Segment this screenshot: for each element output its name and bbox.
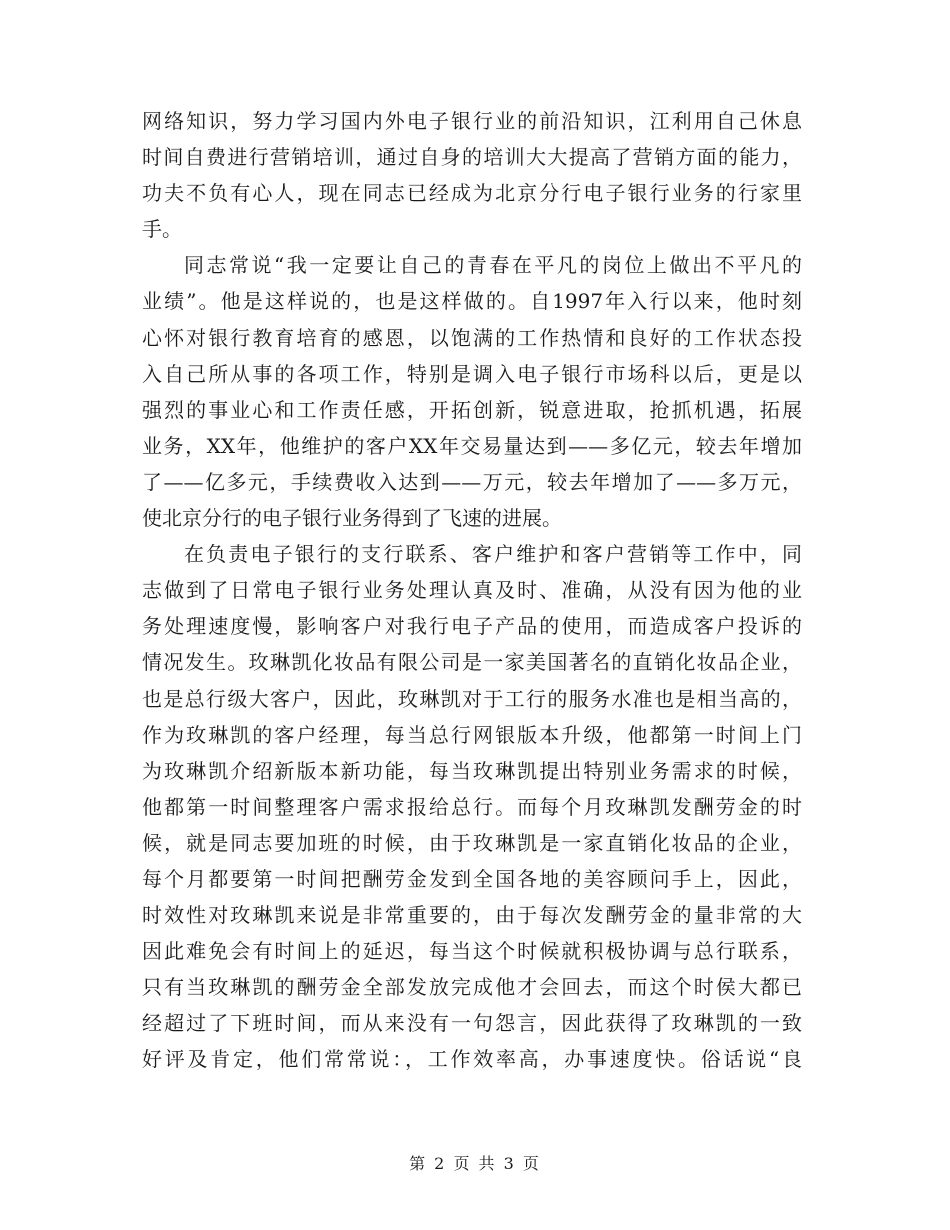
text-line: 好评及肯定，他们常常说：，工作效率高，办事速度快。俗话说“良 xyxy=(142,1047,802,1072)
text-line: 时间自费进行营销培训，通过自身的培训大大提高了营销方面的能力， xyxy=(142,145,802,170)
text-line: 因此难免会有时间上的延迟，每当这个时候就积极协调与总行联系， xyxy=(142,939,802,964)
text-line: 为玫琳凯介绍新版本新功能，每当玫琳凯提出特别业务需求的时候， xyxy=(142,758,802,783)
text-line: 时效性对玫琳凯来说是非常重要的，由于每次发酬劳金的量非常的大 xyxy=(142,903,802,928)
text-line: 业绩”。他是这样说的，也是这样做的。自1997年入行以来，他时刻 xyxy=(142,289,802,314)
text-line: 候，就是同志要加班的时候，由于玫琳凯是一家直销化妆品的企业， xyxy=(142,830,802,855)
body-text xyxy=(142,103,802,1078)
text-line: 网络知识，努力学习国内外电子银行业的前沿知识，江利用自己休息 xyxy=(142,109,802,133)
text-line: 了——亿多元，手续费收入达到——万元，较去年增加了——多万元， xyxy=(142,469,802,494)
text-line: 只有当玫琳凯的酬劳金全部发放完成他才会回去，而这个时侯大都已 xyxy=(142,975,802,1000)
text-line: 强烈的事业心和工作责任感，开拓创新，锐意进取，抢抓机遇，拓展 xyxy=(142,397,802,422)
text-line: 手。 xyxy=(142,217,182,242)
text-line: 他都第一时间整理客户需求报给总行。而每个月玫琳凯发酬劳金的时 xyxy=(142,794,802,819)
text-line: 经超过了下班时间，而从来没有一句怨言，因此获得了玫琳凯的一致 xyxy=(142,1011,802,1036)
text-line: 业务，XX年，他维护的客户XX年交易量达到——多亿元，较去年增加 xyxy=(142,433,802,458)
text-line: 入自己所从事的各项工作，特别是调入电子银行市场科以后，更是以 xyxy=(142,361,802,386)
text-line: 务处理速度慢，影响客户对我行电子产品的使用，而造成客户投诉的 xyxy=(142,614,802,639)
text-line: 每个月都要第一时间把酬劳金发到全国各地的美容顾问手上，因此， xyxy=(142,866,802,891)
text-line: 同志常说“我一定要让自己的青春在平凡的岗位上做出不平凡的 xyxy=(184,253,802,278)
text-line: 在负责电子银行的支行联系、客户维护和客户营销等工作中，同 xyxy=(184,542,802,567)
text-line: 使北京分行的电子银行业务得到了飞速的进展。 xyxy=(142,506,562,531)
page-footer xyxy=(0,1152,950,1176)
text-line: 心怀对银行教育培育的感恩，以饱满的工作热情和良好的工作状态投 xyxy=(142,325,802,350)
page-number: 第 2 页 共 3 页 xyxy=(409,1154,541,1173)
text-line: 也是总行级大客户，因此，玫琳凯对于工行的服务水准也是相当高的， xyxy=(142,686,802,711)
text-line: 志做到了日常电子银行业务处理认真及时、准确，从没有因为他的业 xyxy=(142,578,802,603)
text-line: 功夫不负有心人，现在同志已经成为北京分行电子银行业务的行家里 xyxy=(142,181,802,206)
text-line: 作为玫琳凯的客户经理，每当总行网银版本升级，他都第一时间上门 xyxy=(142,722,802,747)
text-line: 情况发生。玫琳凯化妆品有限公司是一家美国著名的直销化妆品企业， xyxy=(142,650,802,675)
